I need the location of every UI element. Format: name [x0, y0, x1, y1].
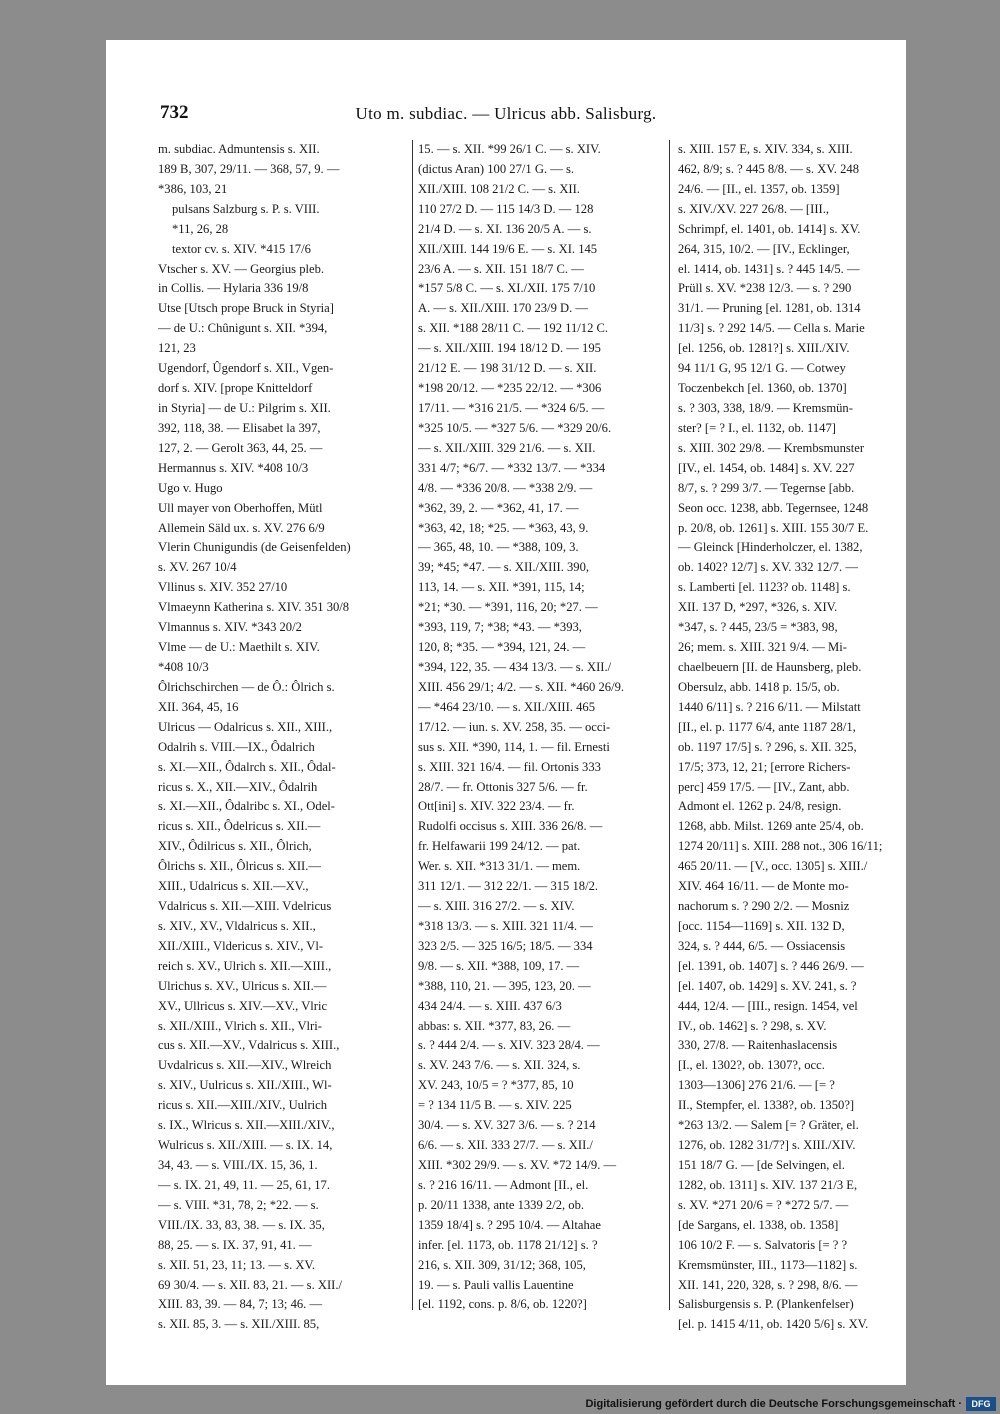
index-line: perc] 459 17/5. — [IV., Zant, abb. [678, 779, 850, 794]
index-line: II., Stempfer, el. 1338?, ob. 1350?] [678, 1098, 855, 1113]
index-line: reich s. XV., Ulrich s. XII.—XIII., [158, 958, 332, 973]
index-line: [el. 1407, ob. 1429] s. XV. 241, s. ? [678, 978, 857, 993]
index-line: Hermannus s. XIV. *408 10/3 [158, 460, 309, 475]
dfg-logo: DFG [966, 1397, 996, 1411]
index-line: 127, 2. — Gerolt 363, 44, 25. — [158, 440, 323, 455]
index-line: XIII. 456 29/1; 4/2. — s. XII. *460 26/9. [418, 679, 625, 694]
index-line: ricus s. XII., Ôdelricus s. XII.— [158, 819, 321, 834]
index-line: Toczenbekch [el. 1360, ob. 1370] [678, 381, 847, 396]
index-line: 392, 118, 38. — Elisabet la 397, [158, 420, 321, 435]
index-line: 264, 315, 10/2. — [IV., Ecklinger, [678, 241, 850, 256]
index-line: p. 20/11 1338, ante 1339 2/2, ob. [418, 1197, 585, 1212]
text-column-left [158, 140, 406, 1355]
index-line: Vllinus s. XIV. 352 27/10 [158, 580, 288, 595]
index-line: 8/7, s. ? 299 3/7. — Tegernse [abb. [678, 480, 855, 495]
index-line: Schrimpf, el. 1401, ob. 1414] s. XV. [678, 221, 861, 236]
index-line: s. XIV., Uulricus s. XII./XIII., Wl- [158, 1078, 332, 1093]
index-line: XII./XIII. 144 19/6 E. — s. XI. 145 [418, 241, 598, 256]
index-line: XIII., Udalricus s. XII.—XV., [158, 879, 309, 894]
index-line: ob. 1197 17/5] s. ? 296, s. XII. 325, [678, 739, 857, 754]
index-line: 15. — s. XII. *99 26/1 C. — s. XIV. [418, 142, 601, 156]
index-line: *408 10/3 [158, 659, 209, 674]
index-line: s. XIII. 321 16/4. — fil. Ortonis 333 [418, 759, 601, 774]
index-line: 69 30/4. — s. XII. 83, 21. — s. XII./ [158, 1277, 342, 1292]
index-line: nachorum s. ? 290 2/2. — Mosniz [678, 899, 850, 914]
index-line: — s. XIII. 316 27/2. — s. XIV. [418, 899, 575, 914]
text-column-middle [418, 140, 656, 1355]
index-line: s. XIV./XV. 227 26/8. — [III., [678, 201, 830, 216]
index-line: XII./XIII., Vldericus s. XIV., Vl- [158, 938, 324, 953]
index-line: 323 2/5. — 325 16/5; 18/5. — 334 [418, 938, 593, 953]
index-line: [el. 1256, ob. 1281?] s. XIII./XIV. [678, 341, 850, 356]
index-line: Ull mayer von Oberhoffen, Mütl [158, 500, 323, 515]
index-line: *363, 42, 18; *25. — *363, 43, 9. [418, 520, 589, 535]
index-line: [el. 1391, ob. 1407] s. ? 446 26/9. — [678, 958, 864, 973]
document-page [106, 40, 906, 1385]
index-line: Ulrichus s. XV., Ulricus s. XII.— [158, 978, 327, 993]
index-line: — *464 23/10. — s. XII./XIII. 465 [418, 699, 595, 714]
index-line: 1268, abb. Milst. 1269 ante 25/4, ob. [678, 819, 864, 834]
index-line: 113, 14. — s. XII. *391, 115, 14; [418, 580, 585, 595]
index-line: dorf s. XIV. [prope Knitteldorf [158, 381, 313, 396]
index-line: 1276, ob. 1282 31/7?] s. XIII./XIV. [678, 1138, 856, 1153]
page-header [106, 102, 906, 126]
index-line: s. XIII. 302 29/8. — Krembsmunster [678, 440, 865, 455]
index-line: Salisburgensis s. P. (Plankenfelser) [678, 1297, 854, 1312]
index-line: *21; *30. — *391, 116, 20; *27. — [418, 600, 598, 615]
index-line: 4/8. — *336 20/8. — *338 2/9. — [418, 480, 593, 495]
index-line: s. XIII. 157 E, s. XIV. 334, s. XIII. [678, 142, 853, 156]
index-line: [de Sargans, el. 1338, ob. 1358] [678, 1217, 839, 1232]
index-line: el. 1414, ob. 1431] s. ? 445 14/5. — [678, 261, 860, 276]
column-divider [669, 140, 670, 1310]
index-line: 17/11. — *316 21/5. — *324 6/5. — [418, 400, 605, 415]
index-line: *347, s. ? 445, 23/5 = *383, 98, [678, 620, 838, 635]
index-line: [I., el. 1302?, ob. 1307?, occ. [678, 1058, 825, 1073]
index-line: s. XV. 243 7/6. — s. XII. 324, s. [418, 1058, 581, 1073]
index-line: XII. 137 D, *297, *326, s. XIV. [678, 600, 838, 615]
index-line: *263 13/2. — Salem [= ? Gräter, el. [678, 1118, 859, 1133]
index-line: 31/1. — Pruning [el. 1281, ob. 1314 [678, 301, 861, 316]
index-line: s. XI.—XII., Ôdalrch s. XII., Ôdal- [158, 759, 336, 774]
index-line: Rudolfi occisus s. XIII. 336 26/8. — [418, 819, 603, 834]
column-divider [412, 140, 413, 1310]
index-line: s. IX., Wlricus s. XII.—XIII./XIV., [158, 1118, 335, 1133]
index-line: 23/6 A. — s. XII. 151 18/7 C. — [418, 261, 584, 276]
index-line: — s. XII./XIII. 329 21/6. — s. XII. [418, 440, 596, 455]
index-line: s. ? 444 2/4. — s. XIV. 323 28/4. — [418, 1038, 600, 1053]
index-line: 1303—1306] 276 21/6. — [= ? [678, 1078, 835, 1093]
index-line: [el. p. 1415 4/11, ob. 1420 5/6] s. XV. [678, 1317, 869, 1332]
index-line: 9/8. — s. XII. *388, 109, 17. — [418, 958, 580, 973]
index-line: VIII./IX. 33, 83, 38. — s. IX. 35, [158, 1217, 325, 1232]
index-line: 121, 23 [158, 341, 196, 356]
index-line: Vlmaeynn Katherina s. XIV. 351 30/8 [158, 600, 350, 615]
index-line: *362, 39, 2. — *362, 41, 17. — [418, 500, 579, 515]
index-line: Seon occ. 1238, abb. Tegernsee, 1248 [678, 500, 869, 515]
index-line: *394, 122, 35. — 434 13/3. — s. XII./ [418, 659, 612, 674]
index-line: 444, 12/4. — [III., resign. 1454, vel [678, 998, 858, 1013]
footer-bar [0, 1396, 1000, 1414]
running-title: Uto m. subdiac. — Ulricus abb. Salisburg. [355, 104, 657, 123]
index-line: s. ? 216 16/11. — Admont [II., el. [418, 1177, 589, 1192]
index-line: 311 12/1. — 312 22/1. — 315 18/2. [418, 879, 599, 894]
index-line: 6/6. — s. XII. 333 27/7. — s. XII./ [418, 1138, 593, 1153]
index-line: 110 27/2 D. — 115 14/3 D. — 128 [418, 201, 594, 216]
index-line: 331 4/7; *6/7. — *332 13/7. — *334 [418, 460, 606, 475]
index-line: s. XIV., XV., Vldalricus s. XII., [158, 918, 316, 933]
index-line: Vdalricus s. XII.—XIII. Vdelricus [158, 899, 332, 914]
index-line: 189 B, 307, 29/11. — 368, 57, 9. — [158, 161, 340, 176]
index-line: Vlme — de U.: Maethilt s. XIV. [158, 640, 320, 655]
index-line: XIV., Ôdilricus s. XII., Ôlrich, [158, 839, 312, 854]
index-line: 1282, ob. 1311] s. XIV. 137 21/3 E, [678, 1177, 858, 1192]
index-line: Ott[ini] s. XIV. 322 23/4. — fr. [418, 799, 575, 814]
index-line: *157 5/8 C. — s. XI./XII. 175 7/10 [418, 281, 596, 296]
index-line: 1359 18/4] s. ? 295 10/4. — Altahae [418, 1217, 601, 1232]
index-line: Ugo v. Hugo [158, 480, 223, 495]
index-line: Ugendorf, Ûgendorf s. XII., Vgen- [158, 361, 334, 376]
index-line: Wulricus s. XII./XIII. — s. IX. 14, [158, 1138, 333, 1153]
index-line: XV., Ullricus s. XIV.—XV., Vlric [158, 998, 328, 1013]
index-line: Allemein Säld ux. s. XV. 276 6/9 [158, 520, 325, 535]
index-line: 17/12. — iun. s. XV. 258, 35. — occi- [418, 719, 611, 734]
index-line: — de U.: Chûnigunt s. XII. *394, [158, 321, 328, 336]
index-line: m. subdiac. Admuntensis s. XII. [158, 142, 320, 156]
index-line: XII. 141, 220, 328, s. ? 298, 8/6. — [678, 1277, 858, 1292]
index-line: 11/3] s. ? 292 14/5. — Cella s. Marie [678, 321, 865, 336]
index-line: s. XV. *271 20/6 = ? *272 5/7. — [678, 1197, 849, 1212]
index-line: (dictus Aran) 100 27/1 G. — s. [418, 161, 575, 176]
index-line: s. XII. 51, 23, 11; 13. — s. XV. [158, 1257, 316, 1272]
index-line: — 365, 48, 10. — *388, 109, 3. [418, 540, 579, 555]
index-line: Ôlrichschirchen — de Ô.: Ôlrich s. [158, 679, 335, 694]
index-line: *388, 110, 21. — 395, 123, 20. — [418, 978, 591, 993]
page-number: 732 [160, 102, 189, 123]
index-line: abbas: s. XII. *377, 83, 26. — [418, 1018, 571, 1033]
index-line: 17/5; 373, 12, 21; [errore Richers- [678, 759, 851, 774]
index-line: 106 10/2 F. — s. Salvatoris [= ? ? [678, 1237, 848, 1252]
index-line: Ôlrichs s. XII., Ôlricus s. XII.— [158, 859, 321, 874]
index-line: Vtscher s. XV. — Georgius pleb. [158, 261, 325, 276]
index-line: 34, 43. — s. VIII./IX. 15, 36, 1. [158, 1158, 318, 1173]
index-line: *325 10/5. — *327 5/6. — *329 20/6. [418, 420, 612, 435]
index-line: XIII. 83, 39. — 84, 7; 13; 46. — [158, 1297, 323, 1312]
index-line: 151 18/7 G. — [de Selvingen, el. [678, 1158, 845, 1173]
index-line: 24/6. — [II., el. 1357, ob. 1359] [678, 181, 840, 196]
index-line: 88, 25. — s. IX. 37, 91, 41. — [158, 1237, 312, 1252]
index-line: [el. 1192, cons. p. 8/6, ob. 1220?] [418, 1297, 587, 1312]
index-line: s. XI.—XII., Ôdalribc s. XI., Odel- [158, 799, 335, 814]
index-line: s. Lamberti [el. 1123? ob. 1148] s. [678, 580, 851, 595]
index-line: *318 13/3. — s. XIII. 321 11/4. — [418, 918, 593, 933]
index-line: ricus s. XII.—XIII./XIV., Uulrich [158, 1098, 328, 1113]
index-line: 21/4 D. — s. XI. 136 20/5 A. — s. [418, 221, 592, 236]
index-line: ster? [= ? I., el. 1132, ob. 1147] [678, 420, 836, 435]
index-line: *11, 26, 28 [172, 221, 229, 236]
index-line: [IV., el. 1454, ob. 1484] s. XV. 227 [678, 460, 855, 475]
index-line: XII./XIII. 108 21/2 C. — s. XII. [418, 181, 580, 196]
index-line: 1274 20/11] s. XIII. 288 not., 306 16/11; [678, 839, 883, 854]
index-line: *198 20/12. — *235 22/12. — *306 [418, 381, 602, 396]
index-line: — s. VIII. *31, 78, 2; *22. — s. [158, 1197, 319, 1212]
index-line: — s. IX. 21, 49, 11. — 25, 61, 17. [158, 1177, 330, 1192]
index-line: s. XII./XIII., Vlrich s. XII., Vlri- [158, 1018, 322, 1033]
index-line: Wer. s. XII. *313 31/1. — mem. [418, 859, 581, 874]
index-line: 21/12 E. — 198 31/12 D. — s. XII. [418, 361, 597, 376]
index-line: 462, 8/9; s. ? 445 8/8. — s. XV. 248 [678, 161, 859, 176]
index-line: XIII. *302 29/9. — s. XV. *72 14/9. — [418, 1158, 617, 1173]
index-line: s. XII. 85, 3. — s. XII./XIII. 85, [158, 1317, 320, 1332]
index-line: s. ? 303, 338, 18/9. — Kremsmün- [678, 400, 853, 415]
index-line: = ? 134 11/5 B. — s. XIV. 225 [418, 1098, 572, 1113]
index-line: s. XV. 267 10/4 [158, 560, 237, 575]
index-line: Obersulz, abb. 1418 p. 15/5, ob. [678, 679, 840, 694]
index-line: Odalrih s. VIII.—IX., Ôdalrich [158, 739, 315, 754]
index-line: ricus s. X., XII.—XIV., Ôdalrih [158, 779, 318, 794]
index-line: 330, 27/8. — Raitenhaslacensis [678, 1038, 838, 1053]
index-line: Prüll s. XV. *238 12/3. — s. ? 290 [678, 281, 852, 296]
index-line: [II., el. p. 1177 6/4, ante 1187 28/1, [678, 719, 856, 734]
text-column-right [678, 140, 916, 1355]
index-line: in Styria] — de U.: Pilgrim s. XII. [158, 400, 331, 415]
index-line: *386, 103, 21 [158, 181, 228, 196]
index-line: IV., ob. 1462] s. ? 298, s. XV. [678, 1018, 827, 1033]
index-line: 28/7. — fr. Ottonis 327 5/6. — fr. [418, 779, 588, 794]
index-line: 94 11/1 G, 95 12/1 G. — Cotwey [678, 361, 846, 376]
index-line: — s. XII./XIII. 194 18/12 D. — 195 [418, 341, 601, 356]
index-line: *393, 119, 7; *38; *43. — *393, [418, 620, 582, 635]
index-line: sus s. XII. *390, 114, 1. — fil. Ernesti [418, 739, 610, 754]
index-line: 216, s. XII. 309, 31/12; 368, 105, [418, 1257, 586, 1272]
index-line: A. — s. XII./XIII. 170 23/9 D. — [418, 301, 588, 316]
index-line: 120, 8; *35. — *394, 121, 24. — [418, 640, 586, 655]
index-line: 324, s. ? 444, 6/5. — Ossiacensis [678, 938, 846, 953]
index-line: XV. 243, 10/5 = ? *377, 85, 10 [418, 1078, 574, 1093]
index-line: XIV. 464 16/11. — de Monte mo- [678, 879, 849, 894]
index-line: Vlerin Chunigundis (de Geisenfelden) [158, 540, 351, 555]
index-line: 26; mem. s. XIII. 321 9/4. — Mi- [678, 640, 847, 655]
index-line: ob. 1402? 12/7] s. XV. 332 12/7. — [678, 560, 858, 575]
index-line: pulsans Salzburg s. P. s. VIII. [172, 201, 320, 216]
index-line: chaelbeuern [II. de Haunsberg, pleb. [678, 659, 862, 674]
index-line: infer. [el. 1173, ob. 1178 21/12] s. ? [418, 1237, 598, 1252]
index-line: 434 24/4. — s. XIII. 437 6/3 [418, 998, 562, 1013]
funding-credit: Digitalisierung gefördert durch die Deutsche Forschungsgemeinschaft · [585, 1398, 962, 1410]
index-line: 465 20/11. — [V., occ. 1305] s. XIII./ [678, 859, 868, 874]
index-line: 1440 6/11] s. ? 216 6/11. — Milstatt [678, 699, 861, 714]
index-line: [occ. 1154—1169] s. XII. 132 D, [678, 918, 845, 933]
index-line: 19. — s. Pauli vallis Lauentine [418, 1277, 574, 1292]
index-line: XII. 364, 45, 16 [158, 699, 239, 714]
index-line: 39; *45; *47. — s. XII./XIII. 390, [418, 560, 590, 575]
index-line: s. XII. *188 28/11 C. — 192 11/12 C. [418, 321, 609, 336]
index-line: Vlmannus s. XIV. *343 20/2 [158, 620, 302, 635]
index-line: — Gleinck [Hinderholczer, el. 1382, [678, 540, 863, 555]
index-line: Ulricus — Odalricus s. XII., XIII., [158, 719, 333, 734]
index-line: Kremsmünster, III., 1173—1182] s. [678, 1257, 858, 1272]
index-line: p. 20/8, ob. 1261] s. XIII. 155 30/7 E. [678, 520, 869, 535]
index-line: in Collis. — Hylaria 336 19/8 [158, 281, 309, 296]
index-line: textor cv. s. XIV. *415 17/6 [172, 241, 311, 256]
index-line: Admont el. 1262 p. 24/8, resign. [678, 799, 842, 814]
index-line: cus s. XII.—XV., Vdalricus s. XIII., [158, 1038, 340, 1053]
index-line: Uvdalricus s. XII.—XIV., Wlreich [158, 1058, 332, 1073]
index-line: fr. Helfawarii 199 24/12. — pat. [418, 839, 581, 854]
index-line: 30/4. — s. XV. 327 3/6. — s. ? 214 [418, 1118, 596, 1133]
index-line: Utse [Utsch prope Bruck in Styria] [158, 301, 334, 316]
